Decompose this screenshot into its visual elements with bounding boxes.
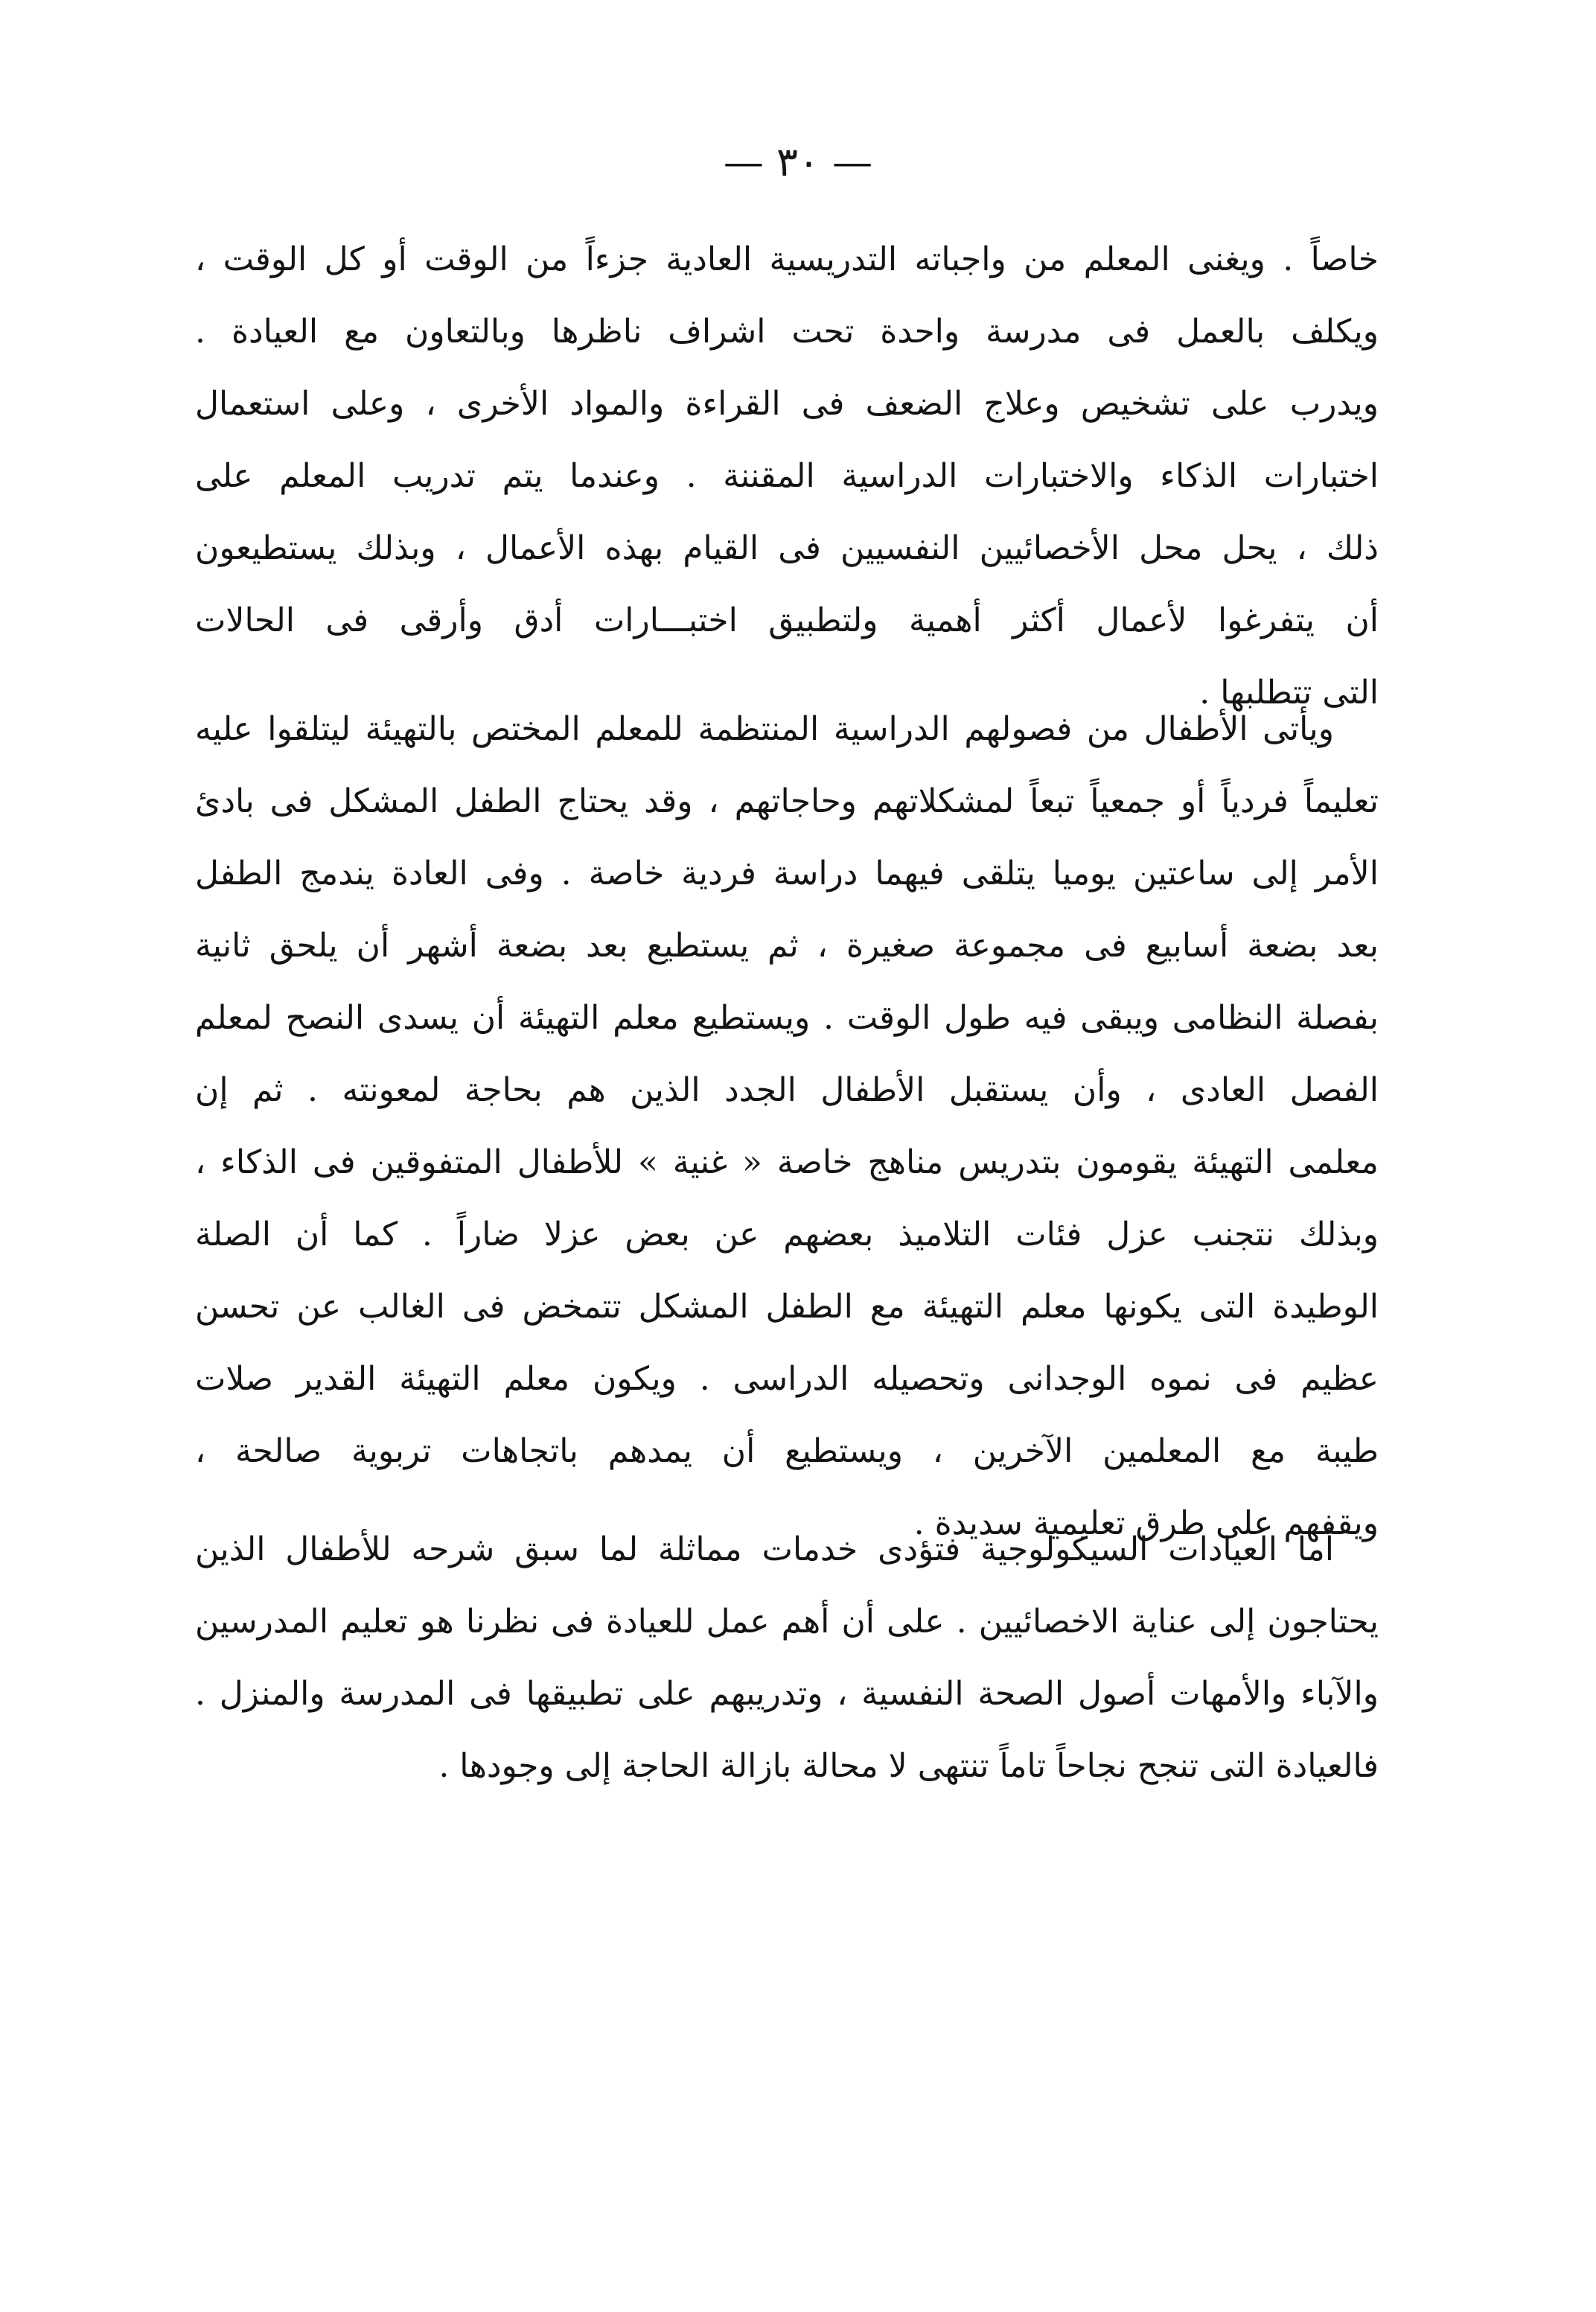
text-line: التى تتطلبها . — [1199, 674, 1379, 712]
text-line: ويقفهم على طرق تعليمية سديدة . — [913, 1504, 1379, 1542]
text-line: بعد بضعة أسابيع فى مجموعة صغيرة ، ثم يستطيع بعد بضعة أشهر أن يلحق ثانية — [195, 927, 1379, 965]
text-line: تعليماً فردياً أو جمعياً تبعاً لمشكلاتهم وحاجاتهم ، وقد يحتاج الطفل المشكل فى بادئ — [195, 782, 1379, 820]
text-line: اختبارات الذكاء والاختبارات الدراسية المقننة . وعندما يتم تدريب المعلم على — [195, 457, 1379, 495]
text-line: الفصل العادى ، وأن يستقبل الأطفال الجدد الذين هم بحاجة لمعونته . ثم إن — [195, 1071, 1379, 1109]
text-line: أن يتفرغوا لأعمال أكثر أهمية ولتطبيق اختبـــارات أدق وأرقى فى الحالات — [195, 601, 1379, 639]
text-line: معلمى التهيئة يقومون بتدريس مناهج خاصة « غنية » للأطفال المتفوقين فى الذكاء ، — [195, 1143, 1379, 1181]
text-line: فالعيادة التى تنجح نجاحاً تاماً تنتهى لا محالة بازالة الحاجة إلى وجودها . — [438, 1747, 1379, 1785]
text-line: الأمر إلى ساعتين يوميا يتلقى فيهما دراسة فردية خاصة . وفى العادة يندمج الطفل — [195, 855, 1379, 892]
text-line: وبذلك نتجنب عزل فئات التلاميذ بعضهم عن بعض عزلا ضاراً . كما أن الصلة — [195, 1216, 1379, 1254]
text-line: بفصلة النظامى ويبقى فيه طول الوقت . ويستطيع معلم التهيئة أن يسدى النصح لمعلم — [195, 999, 1379, 1037]
text-line: الوطيدة التى يكونها معلم التهيئة مع الطفل المشكل تتمخض فى الغالب عن تحسن — [195, 1288, 1379, 1326]
text-line: خاصاً . ويغنى المعلم من واجباته التدريسية العادية جزءاً من الوقت أو كل الوقت ، — [195, 240, 1379, 278]
text-line: ويدرب على تشخيص وعلاج الضعف فى القراءة والمواد الأخرى ، وعلى استعمال — [195, 385, 1379, 423]
text-line: ويأتى الأطفال من فصولهم الدراسية المنتظمة للمعلم المختص بالتهيئة ليتلقوا عليه — [195, 710, 1334, 748]
text-line: أما العيادات السيكولوجية فتؤدى خدمات مماثلة لما سبق شرحه للأطفال الذين — [195, 1530, 1334, 1568]
page-number: — ٣٠ — — [723, 138, 873, 185]
text-line: طيبة مع المعلمين الآخرين ، ويستطيع أن يمدهم باتجاهات تربوية صالحة ، — [195, 1432, 1379, 1470]
text-line: ذلك ، يحل محل الأخصائيين النفسيين فى القيام بهذه الأعمال ، وبذلك يستطيعون — [195, 529, 1379, 567]
paragraph-2 — [195, 693, 1379, 1559]
text-line: ويكلف بالعمل فى مدرسة واحدة تحت اشراف ناظرها وبالتعاون مع العيادة . — [195, 313, 1379, 351]
text-line: عظيم فى نموه الوجدانى وتحصيله الدراسى . ويكون معلم التهيئة القدير صلات — [195, 1360, 1379, 1398]
paragraph-1 — [195, 223, 1379, 729]
text-line: يحتاجون إلى عناية الاخصائيين . على أن أهم عمل للعيادة فى نظرنا هو تعليم المدرسين — [195, 1603, 1379, 1641]
text-line: والآباء والأمهات أصول الصحة النفسية ، وتدريبهم على تطبيقها فى المدرسة والمنزل . — [195, 1675, 1379, 1713]
paragraph-3 — [195, 1513, 1379, 1802]
